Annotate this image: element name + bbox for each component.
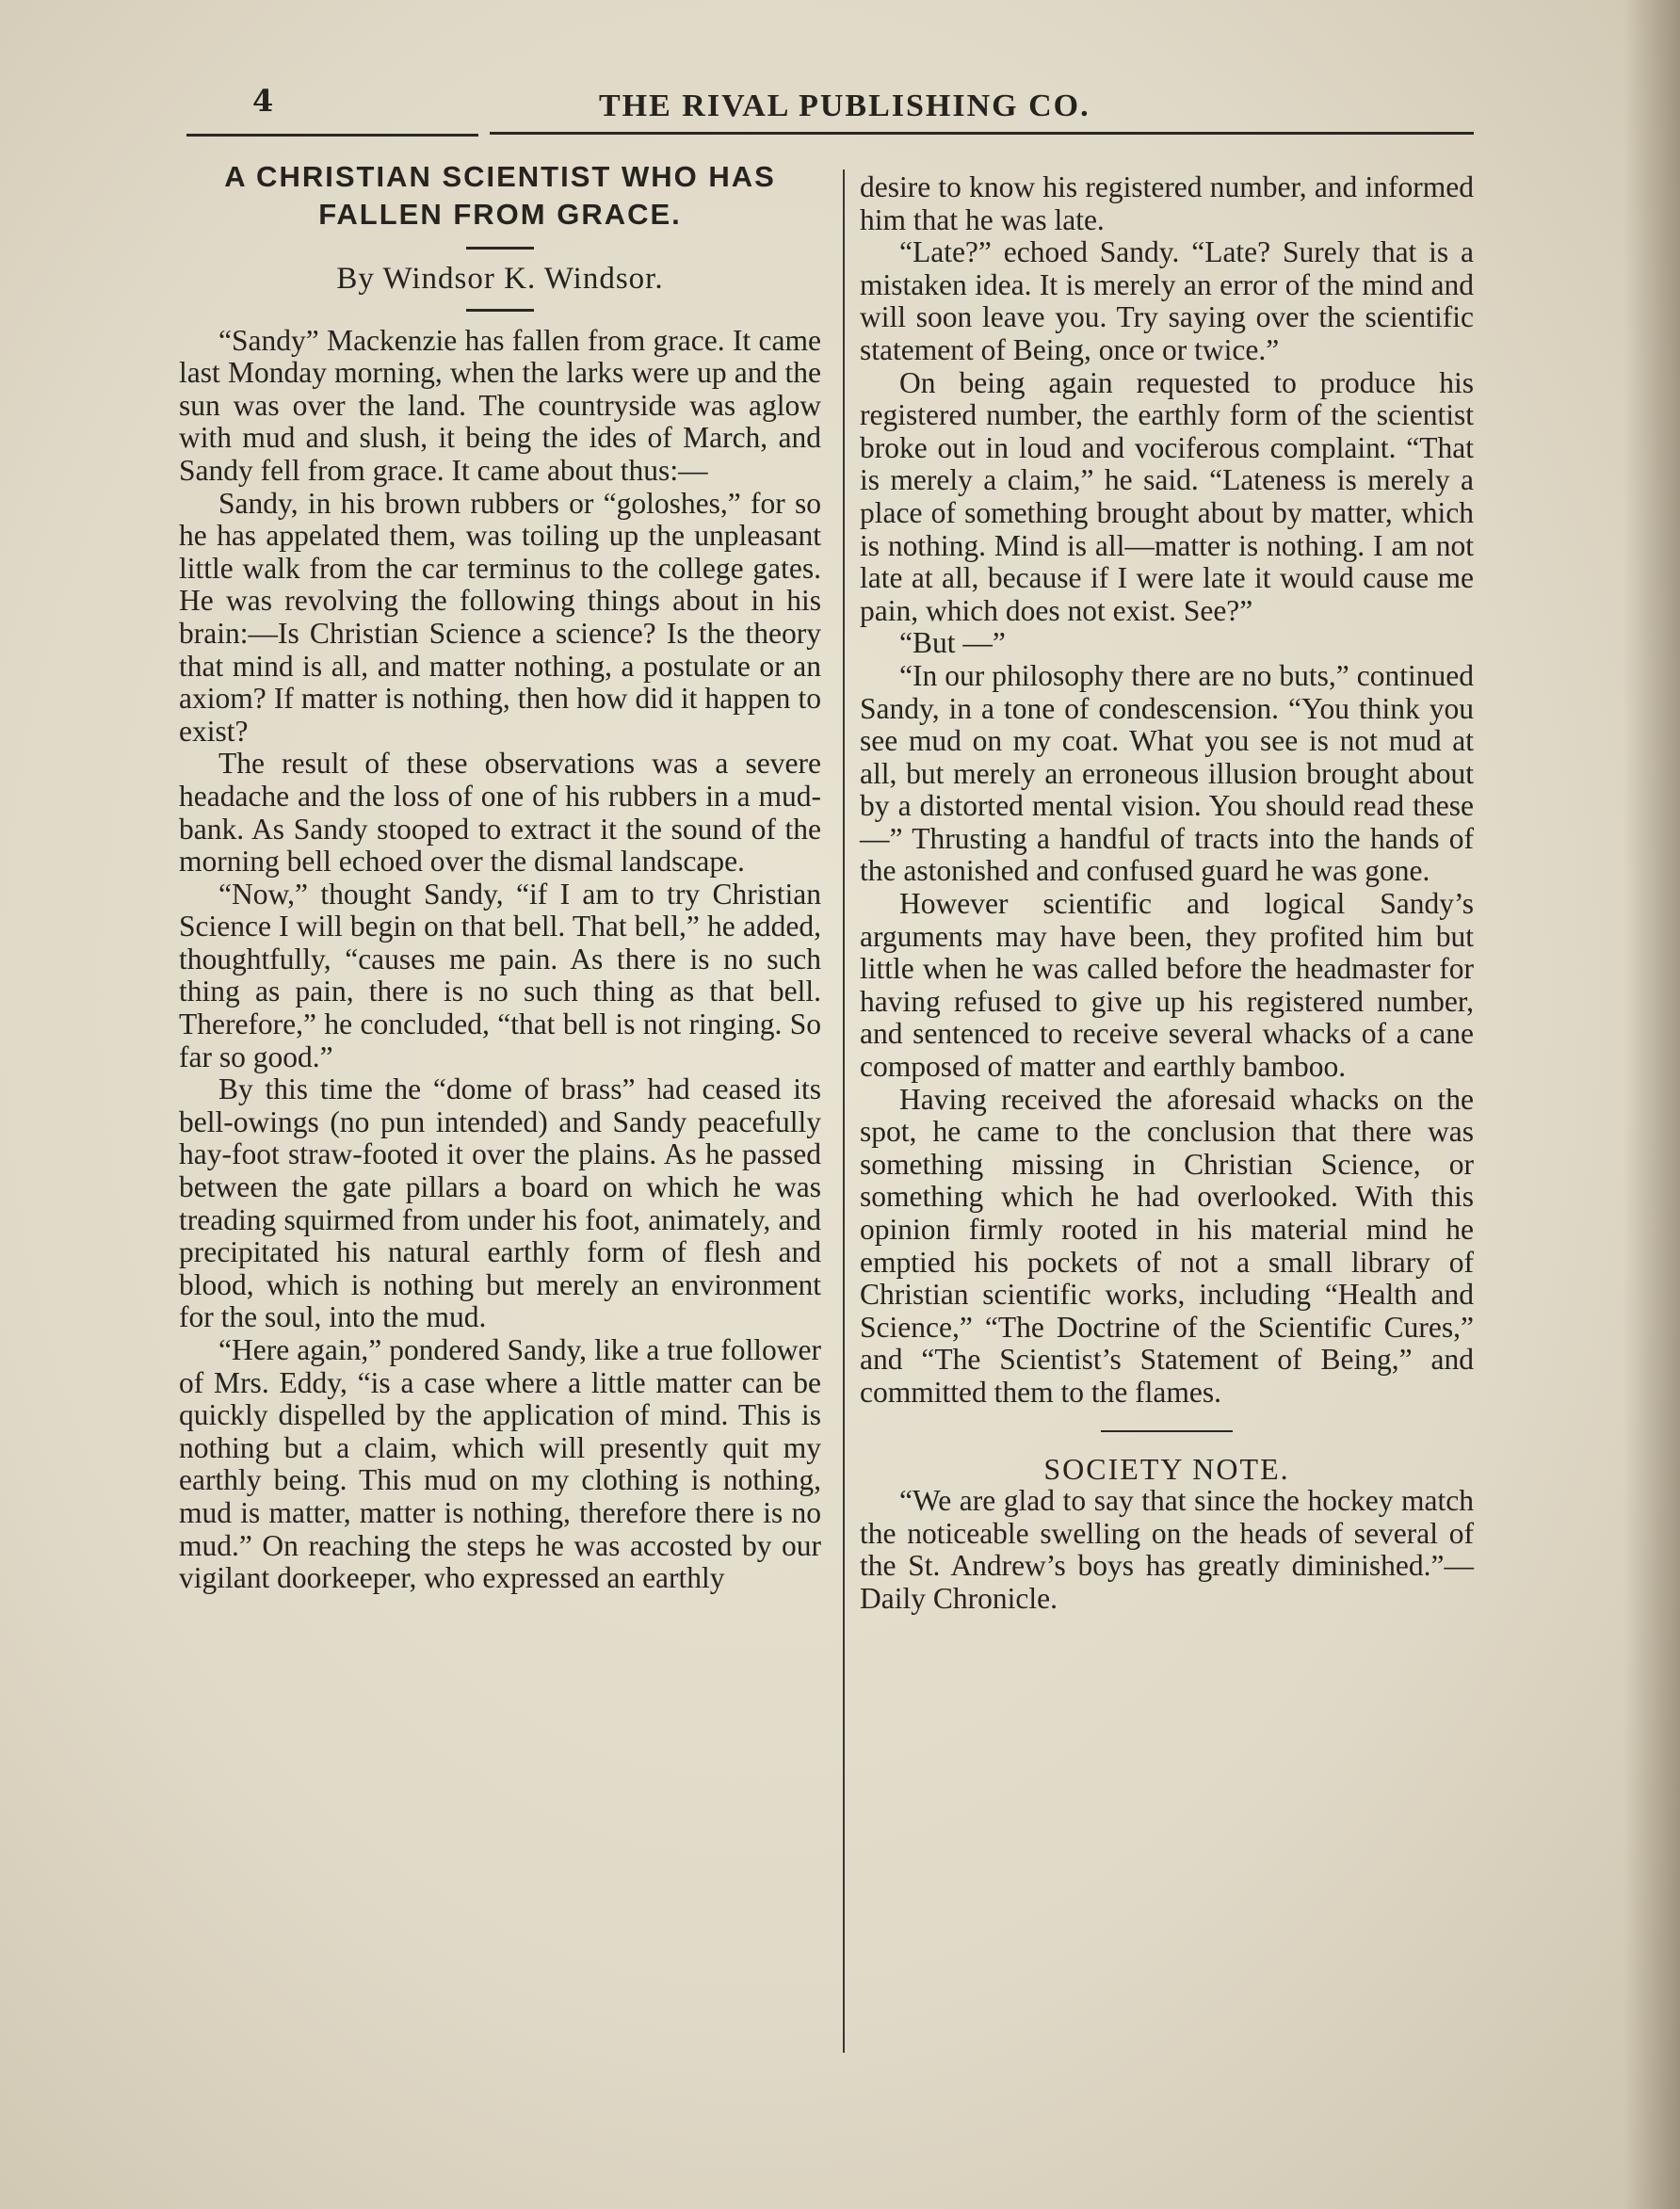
paragraph: “Here again,” pondered Sandy, like a true follower of Mrs. Eddy, “is a case where a little matter can be quickly dispelled by the application of mind. This is nothing but a claim, which will presently quit my earthly being. This mud on my clothing is nothing, mud is matter, matter is nothing, therefore there is no mud.” On reaching the steps he was accosted by our vigilant doorkeeper, who expressed an earthly [179,1333,821,1595]
byline-rule [466,309,534,312]
paragraph: However scientific and logical Sandy’s arguments may have been, they profited him but little when he was called before the headmaster for having refused to give up his registered number, and sentenced to receive several whacks of a cane composed of matter and earthly bamboo. [860,887,1474,1084]
left-column [179,158,821,1595]
paragraph: “Late?” echoed Sandy. “Late? Surely that is a mistaken idea. It is merely an error of the mind and will soon leave you. Try saying over the scientific statement of Being, once or twice.” [860,235,1474,366]
page-number: 4 [252,83,274,119]
title-rule [466,247,534,250]
society-note-body: “We are glad to say that since the hockey match the noticeable swelling on the heads of several of the St. Andrew’s boys has greatly diminished.”—Daily Chronicle. [860,1484,1474,1615]
paragraph: The result of these observations was a severe headache and the loss of one of his rubbers in a mud-bank. As Sandy stooped to extract it the sound of the morning bell echoed over the dismal landscape. [179,747,821,879]
running-title: THE RIVAL PUBLISHING CO. [599,89,1090,123]
paragraph-continued: desire to know his registered number, and informed him that he was late. [860,170,1474,236]
page-header [0,83,1680,139]
paragraph: On being again requested to produce his registered number, the earthly form of the scientist broke out in loud and vociferous complaint. “That is merely a claim,” he said. “Lateness is merely a place of something brought about by matter, which is nothing. Mind is all—matter is nothing. I am not late at all, because if I were late it would cause me pain, which does not exist. See?” [860,365,1474,627]
header-rule-left [186,134,478,137]
article-byline: By Windsor K. Windsor. [336,262,664,296]
right-column [860,171,1474,1616]
paragraph: “Sandy” Mackenzie has fallen from grace. It came last Monday morning, when the larks were up and the sun was over the land. The countryside was aglow with mud and slush, it being the ides of March, and Sandy fell from grace. It came about thus:— [179,323,821,487]
paragraph: “In our philosophy there are no buts,” continued Sandy, in a tone of condescension. “You think you see mud on my coat. What you see is not mud at all, but merely an erroneous illusion brought about by a distorted mental vision. You should read these —” Thrusting a handful of tracts into the hands of the astonished and confused guard he was gone. [860,658,1474,888]
article-title-line-1: A CHRISTIAN SCIENTIST WHO HAS [224,160,776,193]
paragraph: Sandy, in his brown rubbers or “goloshes,” for so he has appelated them, was toiling up the unpleasant little walk from the car terminus to the college gates. He was revolving the following things about in his brain:—Is Christian Science a science? Is the theory that mind is all, and matter nothing, a postulate or an axiom? If matter is nothing, then how did it happen to exist? [179,486,821,748]
society-note-title: SOCIETY NOTE. [1043,1451,1290,1486]
paragraph: Having received the aforesaid whacks on the spot, he came to the conclusion that there was something missing in Christian Science, or something which he had overlooked. With this opinion firmly rooted in his material mind he emptied his pockets of not a small library of Christian scientific works, including “Health and Science,” “The Doctrine of the Scientific Cures,” and “The Scientist’s Statement of Being,” and committed them to the flames. [860,1082,1474,1409]
paragraph: “Now,” thought Sandy, “if I am to try Christian Science I will begin on that bell. That bell,” he added, thoughtfully, “causes me pain. As there is no such thing as pain, there is no such thing as that bell. Therefore,” he concluded, “that bell is not ringing. So far so good.” [179,877,821,1073]
section-separator [1101,1430,1233,1432]
page-edge-shadow [1623,0,1680,2209]
paragraph: By this time the “dome of brass” had ceased its bell-owings (no pun intended) and Sandy peacefully hay-foot straw-footed it over the plains. As he passed between the gate pillars a board on which he was treading squirmed from under his foot, animately, and precipitated his natural earthly form of flesh and blood, which is nothing but merely an environment for the soul, into the mud. [179,1072,821,1334]
paragraph: “But —” [899,626,1006,660]
column-divider [843,169,845,2053]
article-title-line-2: FALLEN FROM GRACE. [318,198,682,231]
header-rule-right [490,132,1474,135]
